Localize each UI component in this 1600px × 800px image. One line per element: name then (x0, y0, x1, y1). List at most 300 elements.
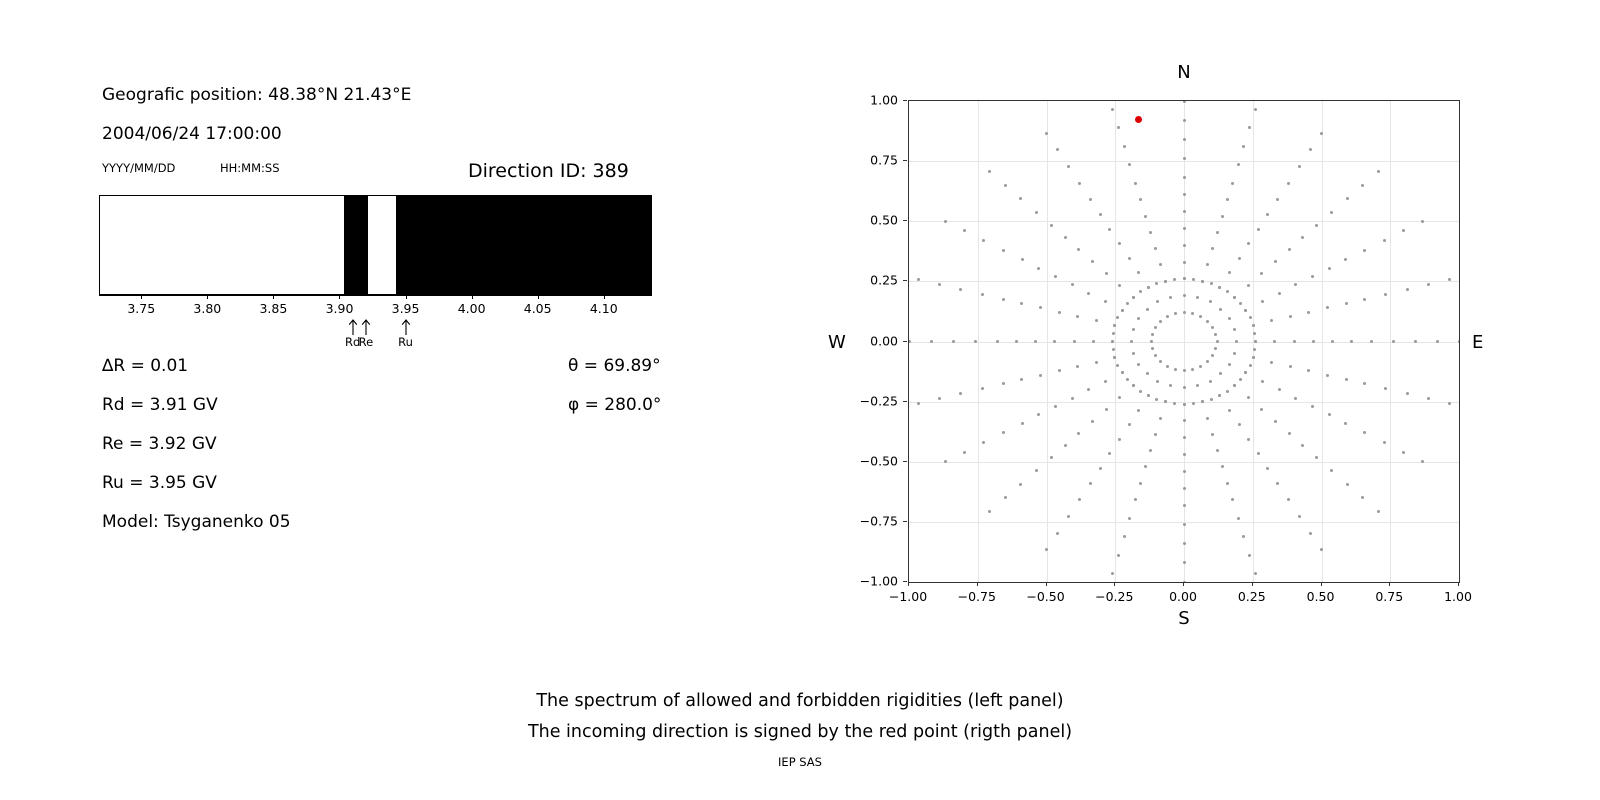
y-axis-tick-label: −0.25 (859, 393, 898, 409)
direction-dot (1139, 290, 1142, 293)
direction-dot (1216, 231, 1219, 234)
axis-tick (207, 295, 208, 299)
direction-dot (1039, 374, 1042, 377)
direction-dot (1209, 380, 1212, 383)
direction-dot (1377, 510, 1380, 513)
direction-dot (1254, 108, 1257, 111)
arrow-up-icon (360, 318, 372, 335)
direction-dot (1183, 542, 1186, 545)
axis-tick (604, 295, 605, 299)
direction-dot (1021, 422, 1024, 425)
direction-dot (1159, 360, 1162, 363)
direction-dot (1260, 272, 1263, 275)
direction-dot (1150, 340, 1153, 343)
y-axis-tick (903, 100, 907, 101)
rigidity-marker-re (346, 318, 386, 349)
direction-dot (1392, 340, 1395, 343)
direction-dot (1105, 408, 1108, 411)
direction-dot (1216, 340, 1219, 343)
direction-dot (1370, 340, 1373, 343)
axis-tick (472, 295, 473, 299)
direction-dot (1087, 388, 1090, 391)
direction-dot (1242, 535, 1245, 538)
direction-dot (1111, 108, 1114, 111)
direction-dot (1117, 126, 1120, 129)
direction-dot (917, 278, 920, 281)
direction-dot (1078, 182, 1081, 185)
direction-dot (1183, 504, 1186, 507)
direction-dot (1254, 340, 1257, 343)
direction-dot (996, 340, 999, 343)
direction-dot (1276, 198, 1279, 201)
direction-dot (1294, 397, 1297, 400)
direction-dot (1021, 258, 1024, 261)
direction-dot (1270, 319, 1273, 322)
rigidity-marker-ru (386, 318, 426, 349)
x-axis-tick-label: −1.00 (888, 589, 928, 604)
direction-dot (938, 283, 941, 286)
direction-dot (1196, 296, 1199, 299)
direction-dot (959, 288, 962, 291)
direction-dot (938, 397, 941, 400)
direction-dot (1183, 523, 1186, 526)
direction-dot (1218, 286, 1221, 289)
direction-dot (1004, 496, 1007, 499)
direction-dot (1037, 267, 1040, 270)
direction-dot (1183, 176, 1186, 179)
direction-dot (930, 340, 933, 343)
direction-dot (1298, 515, 1301, 518)
direction-dot (1166, 315, 1169, 318)
direction-dot (1128, 257, 1131, 260)
y-axis-tick (903, 220, 907, 221)
time-format-hint: HH:MM:SS (220, 161, 280, 175)
direction-dot (1149, 231, 1152, 234)
axis-tick (339, 295, 340, 299)
direction-dot (1064, 444, 1067, 447)
direction-dot (1137, 317, 1140, 320)
direction-dot (1344, 258, 1347, 261)
direction-dot (1067, 165, 1070, 168)
direction-dot (1147, 286, 1150, 289)
direction-dot (1350, 340, 1353, 343)
direction-dot (1159, 320, 1162, 323)
direction-dot (1298, 165, 1301, 168)
x-axis-tick (1183, 582, 1184, 586)
direction-dot (1091, 260, 1094, 263)
direction-dot (988, 170, 991, 173)
direction-dot (1095, 319, 1098, 322)
direction-dot (1076, 365, 1079, 368)
direction-dot (1427, 397, 1430, 400)
direction-dot (1288, 248, 1291, 251)
direction-dot (1132, 352, 1135, 355)
direction-dot (1111, 572, 1114, 575)
y-axis-tick (903, 521, 907, 522)
direction-dot (963, 451, 966, 454)
direction-dot (1331, 340, 1334, 343)
direction-dot (1111, 340, 1114, 343)
direction-dot (1247, 438, 1250, 441)
direction-dot (1239, 302, 1242, 305)
direction-dot (1108, 228, 1111, 231)
direction-dot (1345, 378, 1348, 381)
direction-dot (1015, 340, 1018, 343)
direction-dot (1301, 444, 1304, 447)
direction-dot (1118, 242, 1121, 245)
axis-tick (273, 295, 274, 299)
direction-dot (1287, 182, 1290, 185)
direction-dot (1294, 283, 1297, 286)
direction-dot (1147, 394, 1150, 397)
direction-dot (1183, 311, 1186, 314)
y-axis-tick-label: 1.00 (870, 92, 898, 108)
compass-west-label: W (828, 332, 846, 353)
direction-dot (1328, 413, 1331, 416)
param-rd: Rd = 3.91 GV (102, 395, 218, 415)
direction-dot (1216, 449, 1219, 452)
direction-dot (1254, 572, 1257, 575)
direction-dot (1156, 380, 1159, 383)
direction-dot (1406, 288, 1409, 291)
direction-dot (1242, 145, 1245, 148)
direction-dot (1421, 460, 1424, 463)
direction-dot (1183, 294, 1186, 297)
direction-dot (1238, 257, 1241, 260)
direction-dot (1067, 515, 1070, 518)
direction-dot (1002, 431, 1005, 434)
direction-dot (1239, 378, 1242, 381)
direction-dot (1089, 198, 1092, 201)
direction-dot (952, 340, 955, 343)
direction-dot (944, 220, 947, 223)
direction-dot (1344, 422, 1347, 425)
y-axis-tick-label: 0.25 (870, 272, 898, 288)
direction-dot (1253, 348, 1256, 351)
direction-dot (1183, 561, 1186, 564)
param-theta: θ = 69.89° (568, 356, 661, 376)
direction-dot (1183, 138, 1186, 141)
direction-dot (1237, 517, 1240, 520)
direction-dot (1128, 163, 1131, 166)
axis-tick-label: 3.85 (259, 301, 288, 316)
direction-dot (1116, 316, 1119, 319)
direction-dot (1123, 145, 1126, 148)
direction-dot (1139, 482, 1142, 485)
direction-dot (1128, 423, 1131, 426)
geographic-position-label: Geografic position: 48.38°N 21.43°E (102, 85, 412, 105)
direction-dot (1183, 227, 1186, 230)
direction-dot (1087, 292, 1090, 295)
direction-dot (963, 229, 966, 232)
direction-dot (1037, 413, 1040, 416)
direction-dot (1191, 312, 1194, 315)
x-axis-tick (977, 582, 978, 586)
direction-dot (982, 239, 985, 242)
direction-dot (982, 441, 985, 444)
direction-dot (1045, 548, 1048, 551)
direction-dot (1154, 354, 1157, 357)
y-axis-tick (903, 341, 907, 342)
direction-dot (1248, 554, 1251, 557)
direction-dot (1211, 326, 1214, 329)
caption-line-2: The incoming direction is signed by the red point (rigth panel) (527, 722, 1073, 742)
direction-dot (1004, 184, 1007, 187)
direction-dot (1427, 283, 1430, 286)
axis-tick-label: 4.05 (523, 301, 552, 316)
direction-dot (1076, 315, 1079, 318)
direction-dot (1402, 451, 1405, 454)
direction-dot (1092, 340, 1095, 343)
direction-dot (1287, 498, 1290, 501)
direction-dot (1402, 229, 1405, 232)
direction-dot (1219, 308, 1222, 311)
direction-dot (1228, 271, 1231, 274)
direction-dot (1436, 340, 1439, 343)
axis-tick-label: 3.90 (325, 301, 354, 316)
param-model: Model: Tsyganenko 05 (102, 512, 291, 532)
direction-dot (1058, 311, 1061, 314)
direction-dot (1104, 300, 1107, 303)
gridline (909, 281, 1459, 282)
axis-tick-label: 3.75 (127, 301, 156, 316)
direction-dot (1261, 300, 1264, 303)
direction-dot (1249, 364, 1252, 367)
direction-dot (1320, 548, 1323, 551)
direction-dot (1199, 315, 1202, 318)
axis-tick-label: 3.80 (193, 301, 222, 316)
direction-dot (988, 510, 991, 513)
gridline (909, 221, 1459, 222)
y-axis-tick-label: 0.50 (870, 212, 898, 228)
direction-dot (1330, 211, 1333, 214)
direction-dot (1315, 224, 1318, 227)
direction-dot (1151, 347, 1154, 350)
direction-dot (1383, 441, 1386, 444)
direction-dot (1326, 374, 1329, 377)
direction-dot (1091, 420, 1094, 423)
direction-dot (1214, 333, 1217, 336)
direction-dot (1134, 498, 1137, 501)
direction-dot (1123, 535, 1126, 538)
direction-dot (1244, 309, 1247, 312)
forbidden-band (396, 196, 651, 294)
x-axis-tick (1389, 582, 1390, 586)
direction-dot (1248, 126, 1251, 129)
direction-dot (1406, 392, 1409, 395)
direction-dot (1126, 302, 1129, 305)
x-axis-tick-label: −0.25 (1095, 589, 1134, 604)
axis-tick-label: 4.10 (589, 301, 618, 316)
direction-dot (1174, 312, 1177, 315)
direction-dot (1293, 340, 1296, 343)
direction-dot (1231, 182, 1234, 185)
direction-dot (1458, 340, 1461, 343)
direction-dot (1328, 267, 1331, 270)
direction-dot (1183, 470, 1186, 473)
direction-dot (1199, 365, 1202, 368)
y-axis-tick (903, 280, 907, 281)
gridline (909, 161, 1459, 162)
rigidity-spectrum-bar (99, 195, 652, 295)
param-ru: Ru = 3.95 GV (102, 473, 217, 493)
direction-dot (1155, 282, 1158, 285)
rigidity-marker-label: Ru (398, 335, 413, 349)
direction-dot (1020, 302, 1023, 305)
direction-dot (1273, 340, 1276, 343)
axis-tick (406, 295, 407, 299)
direction-dot (1252, 356, 1255, 359)
direction-dot (1288, 432, 1291, 435)
direction-dot (1345, 302, 1348, 305)
direction-dot (1363, 431, 1366, 434)
direction-dot (1121, 309, 1124, 312)
direction-dot (1363, 298, 1366, 301)
direction-dot (1183, 436, 1186, 439)
direction-dot (1151, 333, 1154, 336)
direction-dot (1247, 284, 1250, 287)
direction-dot (1099, 467, 1102, 470)
x-axis-tick-label: 0.00 (1169, 589, 1197, 604)
direction-dot (1104, 380, 1107, 383)
direction-dot (1002, 382, 1005, 385)
direction-dot (1095, 361, 1098, 364)
direction-dot (908, 340, 911, 343)
x-axis-tick-label: 0.25 (1237, 589, 1266, 604)
y-axis-tick-label: −0.75 (859, 513, 898, 529)
y-axis-tick (903, 401, 907, 402)
direction-dot (1053, 340, 1056, 343)
caption-line-1: The spectrum of allowed and forbidden rigidities (left panel) (536, 691, 1064, 711)
direction-dot (1056, 532, 1059, 535)
direction-dot (1206, 417, 1209, 420)
direction-dot (1183, 193, 1186, 196)
direction-dot (1183, 403, 1186, 406)
direction-dot (1233, 328, 1236, 331)
direction-dot (1183, 369, 1186, 372)
direction-dot (1233, 384, 1236, 387)
x-axis-tick (1321, 582, 1322, 586)
direction-dot (1118, 438, 1121, 441)
direction-dot (1144, 215, 1147, 218)
direction-dot (1206, 360, 1209, 363)
axis-tick-label: 4.00 (457, 301, 486, 316)
forbidden-band (344, 196, 368, 294)
direction-dot (1201, 280, 1204, 283)
direction-dot (1064, 236, 1067, 239)
direction-dot (1192, 278, 1195, 281)
direction-dot (1035, 211, 1038, 214)
direction-dot (1132, 296, 1135, 299)
direction-dot (1130, 340, 1133, 343)
direction-dot (1384, 387, 1387, 390)
direction-dot (1183, 210, 1186, 213)
direction-dot (1260, 408, 1263, 411)
direction-dot (1035, 469, 1038, 472)
figure-caption (0, 686, 1600, 748)
direction-dot (1361, 496, 1364, 499)
axis-tick-label: 3.95 (391, 301, 420, 316)
direction-dot (1221, 465, 1224, 468)
direction-dot (1164, 280, 1167, 283)
x-axis-tick (1458, 582, 1459, 586)
direction-dot (1253, 332, 1256, 335)
direction-dot (1020, 378, 1023, 381)
x-axis-tick (1114, 582, 1115, 586)
direction-dot (981, 293, 984, 296)
direction-dot (1278, 292, 1281, 295)
direction-dot (1211, 247, 1214, 250)
direction-dot (1183, 261, 1186, 264)
y-axis-tick (903, 160, 907, 161)
direction-dot (1219, 372, 1222, 375)
direction-dot (1233, 296, 1236, 299)
arrow-up-icon (400, 318, 412, 335)
y-axis-tick-label: −0.50 (859, 453, 898, 469)
direction-dot (1257, 452, 1260, 455)
direction-dot (1002, 249, 1005, 252)
direction-dot (1218, 394, 1221, 397)
direction-dot (1002, 298, 1005, 301)
direction-dot (1226, 390, 1229, 393)
direction-dot (1226, 290, 1229, 293)
direction-dot (1099, 213, 1102, 216)
x-axis-tick-label: 1.00 (1444, 589, 1472, 604)
direction-dot (1173, 402, 1176, 405)
direction-dot (1211, 433, 1214, 436)
direction-dot (1191, 368, 1194, 371)
direction-dot (1311, 275, 1314, 278)
direction-dot (1054, 275, 1057, 278)
direction-dot (1169, 296, 1172, 299)
x-axis-tick-label: −0.50 (1026, 589, 1065, 604)
direction-dot (1244, 371, 1247, 374)
direction-dot (1154, 326, 1157, 329)
direction-dot (1278, 388, 1281, 391)
direction-dot (1137, 271, 1140, 274)
datetime-label: 2004/06/24 17:00:00 (102, 124, 282, 144)
direction-dot (1214, 347, 1217, 350)
compass-east-label: E (1472, 332, 1484, 353)
gridline (909, 342, 1459, 343)
y-axis-tick-label: 0.00 (870, 333, 898, 348)
direction-dot (1210, 398, 1213, 401)
direction-dot (1183, 419, 1186, 422)
selected-direction-marker (1135, 116, 1142, 123)
direction-dot (1363, 382, 1366, 385)
sky-plot-area (908, 100, 1460, 583)
direction-dot (1309, 148, 1312, 151)
direction-dot (1137, 409, 1140, 412)
direction-dot (1183, 244, 1186, 247)
param-re: Re = 3.92 GV (102, 434, 217, 454)
direction-dot (1116, 364, 1119, 367)
direction-dot (1019, 197, 1022, 200)
direction-dot (1159, 263, 1162, 266)
direction-dot (1206, 263, 1209, 266)
direction-dot (1146, 308, 1149, 311)
param-delta-r: ∆R = 0.01 (102, 356, 189, 376)
direction-dot (1071, 283, 1074, 286)
direction-dot (1112, 332, 1115, 335)
direction-dot (1149, 449, 1152, 452)
direction-dot (1183, 487, 1186, 490)
direction-dot (1238, 423, 1241, 426)
direction-dot (1056, 148, 1059, 151)
direction-dot (1089, 482, 1092, 485)
rigidity-marker-label: Rd (345, 335, 361, 349)
date-format-hint: YYYY/MM/DD (102, 161, 176, 175)
